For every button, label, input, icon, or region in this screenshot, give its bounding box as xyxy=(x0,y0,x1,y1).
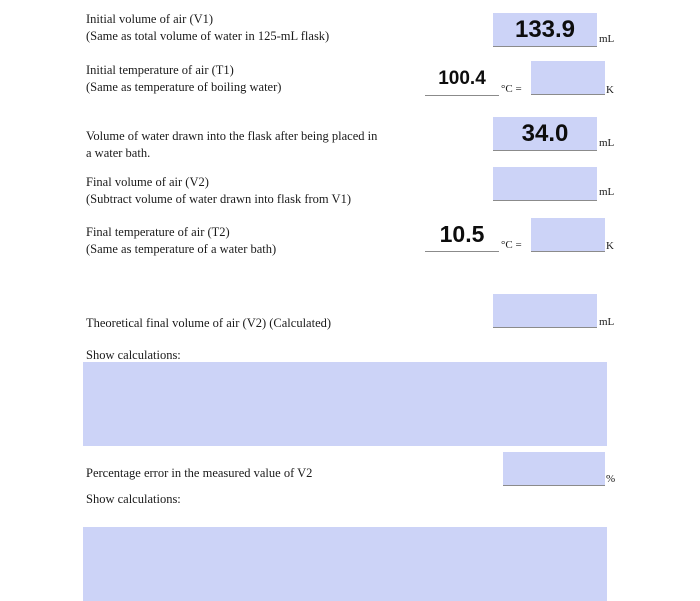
v2-label xyxy=(86,174,351,208)
calc2-textarea[interactable] xyxy=(83,527,607,601)
percent-label: Percentage error in the measured value of V2 xyxy=(86,466,313,480)
percent-input[interactable] xyxy=(503,452,605,486)
v1-input[interactable]: 133.9 xyxy=(493,13,597,47)
t1-kelvin-unit: K xyxy=(606,84,614,96)
v1-label-title: Initial volume of air (V1) xyxy=(86,12,214,26)
t1-kelvin-input[interactable] xyxy=(531,61,605,95)
t1-label-note: (Same as temperature of boiling water) xyxy=(86,80,282,94)
v1-label xyxy=(86,11,329,45)
drawn-label-line2: a water bath. xyxy=(86,146,151,160)
t1-label xyxy=(86,62,281,96)
v2-label-title: Final volume of air (V2) xyxy=(86,175,209,189)
calc2-label: Show calculations: xyxy=(86,492,181,506)
t2-label-title: Final temperature of air (T2) xyxy=(86,225,230,239)
v1-label-note: (Same as total volume of water in 125-mL flask) xyxy=(86,29,330,43)
drawn-label-line1: Volume of water drawn into the flask after being placed in xyxy=(86,129,378,143)
t1-celsius-unit: °C = xyxy=(501,83,522,95)
percent-unit: % xyxy=(606,473,616,485)
drawn-input[interactable]: 34.0 xyxy=(493,117,597,151)
calc1-textarea[interactable] xyxy=(83,362,607,446)
t2-kelvin-unit: K xyxy=(606,240,614,252)
v2-label-note: (Subtract volume of water drawn into flask from V1) xyxy=(86,192,351,206)
v2-input[interactable] xyxy=(493,167,597,201)
t1-label-title: Initial temperature of air (T1) xyxy=(86,63,234,77)
t2-celsius-input[interactable]: 10.5 xyxy=(425,218,499,252)
theoretical-unit: mL xyxy=(599,316,615,328)
t2-label-note: (Same as temperature of a water bath) xyxy=(86,242,277,256)
drawn-label xyxy=(86,128,377,162)
theoretical-input[interactable] xyxy=(493,294,597,328)
v1-unit: mL xyxy=(599,33,615,45)
t2-kelvin-input[interactable] xyxy=(531,218,605,252)
t2-celsius-unit: °C = xyxy=(501,239,522,251)
v2-unit: mL xyxy=(599,186,615,198)
drawn-unit: mL xyxy=(599,137,615,149)
theoretical-label: Theoretical final volume of air (V2) (Calculated) xyxy=(86,316,332,330)
calc1-label: Show calculations: xyxy=(86,348,181,362)
t1-celsius-input[interactable]: 100.4 xyxy=(425,62,499,96)
t2-label xyxy=(86,224,276,258)
